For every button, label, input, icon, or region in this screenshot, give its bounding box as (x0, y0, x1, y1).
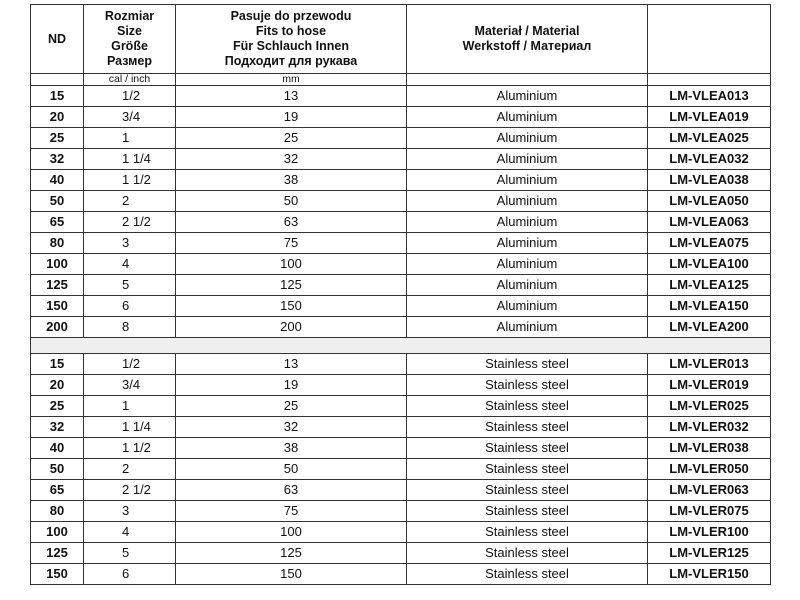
cell-nd: 125 (31, 275, 84, 296)
cell-material: Aluminium (407, 296, 648, 317)
cell-hose: 63 (176, 212, 407, 233)
cell-code: LM-VLEA100 (648, 254, 771, 275)
cell-size: 1/2 (84, 354, 176, 375)
table-row (31, 149, 771, 170)
cell-nd: 40 (31, 438, 84, 459)
cell-nd: 20 (31, 375, 84, 396)
cell-code: LM-VLEA150 (648, 296, 771, 317)
cell-size: 2 1/2 (84, 480, 176, 501)
header-material-line: Werkstoff / Материал (462, 39, 592, 53)
cell-code: LM-VLER100 (648, 522, 771, 543)
group-separator-row (31, 338, 771, 354)
cell-code: LM-VLEA125 (648, 275, 771, 296)
cell-nd: 25 (31, 128, 84, 149)
cell-material: Aluminium (407, 128, 648, 149)
cell-size: 1 1/4 (84, 417, 176, 438)
cell-size: 2 (84, 459, 176, 480)
cell-hose: 13 (176, 86, 407, 107)
cell-material: Aluminium (407, 212, 648, 233)
cell-material: Stainless steel (407, 501, 648, 522)
cell-code: LM-VLEA038 (648, 170, 771, 191)
units-nd (31, 74, 84, 86)
cell-material: Stainless steel (407, 438, 648, 459)
cell-code: LM-VLEA025 (648, 128, 771, 149)
table-body (31, 5, 771, 585)
header-row (31, 5, 771, 74)
cell-material: Aluminium (407, 191, 648, 212)
table-row (31, 375, 771, 396)
header-hose-line: Fits to hose (255, 24, 327, 38)
cell-material: Stainless steel (407, 396, 648, 417)
units-code (648, 74, 771, 86)
table-row (31, 438, 771, 459)
cell-code: LM-VLER150 (648, 564, 771, 585)
cell-hose: 100 (176, 254, 407, 275)
header-size-line: Rozmiar (104, 9, 155, 23)
cell-hose: 19 (176, 107, 407, 128)
cell-size: 4 (84, 522, 176, 543)
product-spec-table (30, 4, 771, 585)
cell-code: LM-VLEA200 (648, 317, 771, 338)
cell-hose: 19 (176, 375, 407, 396)
cell-size: 1 1/2 (84, 170, 176, 191)
cell-code: LM-VLEA019 (648, 107, 771, 128)
cell-hose: 38 (176, 438, 407, 459)
table-row (31, 396, 771, 417)
cell-nd: 25 (31, 396, 84, 417)
cell-nd: 80 (31, 233, 84, 254)
cell-code: LM-VLEA013 (648, 86, 771, 107)
cell-code: LM-VLER038 (648, 438, 771, 459)
cell-code: LM-VLEA075 (648, 233, 771, 254)
cell-code: LM-VLER075 (648, 501, 771, 522)
cell-hose: 32 (176, 417, 407, 438)
header-material (407, 5, 648, 74)
cell-size: 6 (84, 564, 176, 585)
cell-size: 3 (84, 233, 176, 254)
cell-size: 1/2 (84, 86, 176, 107)
cell-material: Stainless steel (407, 459, 648, 480)
cell-material: Stainless steel (407, 480, 648, 501)
table-row (31, 417, 771, 438)
cell-nd: 50 (31, 459, 84, 480)
cell-material: Aluminium (407, 254, 648, 275)
header-size-line: Größe (111, 39, 148, 53)
header-hose-line: Подходит для рукава (224, 54, 358, 68)
cell-material: Aluminium (407, 275, 648, 296)
table-row (31, 296, 771, 317)
header-code (648, 5, 771, 74)
table-row (31, 317, 771, 338)
cell-nd: 15 (31, 354, 84, 375)
table-row (31, 170, 771, 191)
cell-material: Stainless steel (407, 354, 648, 375)
table-row (31, 86, 771, 107)
cell-nd: 15 (31, 86, 84, 107)
cell-nd: 125 (31, 543, 84, 564)
cell-size: 3/4 (84, 107, 176, 128)
cell-nd: 100 (31, 254, 84, 275)
cell-material: Stainless steel (407, 417, 648, 438)
header-hose-line: Für Schlauch Innen (233, 39, 349, 53)
cell-nd: 65 (31, 480, 84, 501)
cell-hose: 150 (176, 564, 407, 585)
cell-code: LM-VLER032 (648, 417, 771, 438)
cell-hose: 200 (176, 317, 407, 338)
cell-nd: 100 (31, 522, 84, 543)
cell-code: LM-VLEA032 (648, 149, 771, 170)
cell-material: Stainless steel (407, 564, 648, 585)
cell-hose: 125 (176, 275, 407, 296)
cell-nd: 32 (31, 417, 84, 438)
table-row (31, 501, 771, 522)
cell-nd: 80 (31, 501, 84, 522)
cell-hose: 125 (176, 543, 407, 564)
cell-code: LM-VLER019 (648, 375, 771, 396)
cell-size: 1 1/2 (84, 438, 176, 459)
table-row (31, 107, 771, 128)
cell-size: 2 (84, 191, 176, 212)
cell-material: Aluminium (407, 107, 648, 128)
cell-hose: 75 (176, 233, 407, 254)
table-row (31, 275, 771, 296)
header-size (84, 5, 176, 74)
cell-hose: 100 (176, 522, 407, 543)
cell-hose: 50 (176, 459, 407, 480)
cell-nd: 200 (31, 317, 84, 338)
header-hose-line: Pasuje do przewodu (230, 9, 352, 23)
cell-hose: 63 (176, 480, 407, 501)
cell-hose: 13 (176, 354, 407, 375)
cell-hose: 50 (176, 191, 407, 212)
cell-size: 3/4 (84, 375, 176, 396)
cell-material: Stainless steel (407, 522, 648, 543)
cell-hose: 25 (176, 128, 407, 149)
header-size-line: Size (116, 24, 142, 38)
cell-size: 8 (84, 317, 176, 338)
cell-nd: 50 (31, 191, 84, 212)
table-row (31, 233, 771, 254)
cell-size: 1 1/4 (84, 149, 176, 170)
cell-code: LM-VLER063 (648, 480, 771, 501)
cell-code: LM-VLEA050 (648, 191, 771, 212)
cell-material: Aluminium (407, 233, 648, 254)
cell-material: Aluminium (407, 149, 648, 170)
units-hose: mm (176, 74, 407, 86)
cell-nd: 40 (31, 170, 84, 191)
separator-cell (31, 338, 771, 354)
header-nd: ND (31, 5, 84, 74)
table-row (31, 354, 771, 375)
cell-size: 2 1/2 (84, 212, 176, 233)
cell-hose: 32 (176, 149, 407, 170)
table-row (31, 459, 771, 480)
cell-material: Aluminium (407, 317, 648, 338)
table-row (31, 522, 771, 543)
cell-hose: 150 (176, 296, 407, 317)
cell-code: LM-VLER025 (648, 396, 771, 417)
cell-nd: 150 (31, 564, 84, 585)
units-material (407, 74, 648, 86)
cell-hose: 75 (176, 501, 407, 522)
cell-code: LM-VLER050 (648, 459, 771, 480)
table-row (31, 564, 771, 585)
cell-size: 1 (84, 128, 176, 149)
cell-nd: 150 (31, 296, 84, 317)
cell-size: 6 (84, 296, 176, 317)
cell-size: 4 (84, 254, 176, 275)
cell-nd: 65 (31, 212, 84, 233)
units-row (31, 74, 771, 86)
cell-material: Aluminium (407, 170, 648, 191)
cell-size: 5 (84, 543, 176, 564)
header-hose (176, 5, 407, 74)
cell-size: 1 (84, 396, 176, 417)
cell-code: LM-VLEA063 (648, 212, 771, 233)
cell-size: 5 (84, 275, 176, 296)
cell-material: Stainless steel (407, 375, 648, 396)
cell-hose: 38 (176, 170, 407, 191)
cell-nd: 32 (31, 149, 84, 170)
cell-code: LM-VLER013 (648, 354, 771, 375)
header-material-line: Materiał / Material (474, 24, 580, 38)
table-row (31, 480, 771, 501)
units-size: cal / inch (84, 74, 176, 86)
table-row (31, 212, 771, 233)
cell-code: LM-VLER125 (648, 543, 771, 564)
table-row (31, 191, 771, 212)
cell-material: Stainless steel (407, 543, 648, 564)
cell-nd: 20 (31, 107, 84, 128)
header-size-line: Размер (106, 54, 152, 68)
cell-size: 3 (84, 501, 176, 522)
table-row (31, 128, 771, 149)
table-row (31, 543, 771, 564)
table-row (31, 254, 771, 275)
cell-hose: 25 (176, 396, 407, 417)
cell-material: Aluminium (407, 86, 648, 107)
